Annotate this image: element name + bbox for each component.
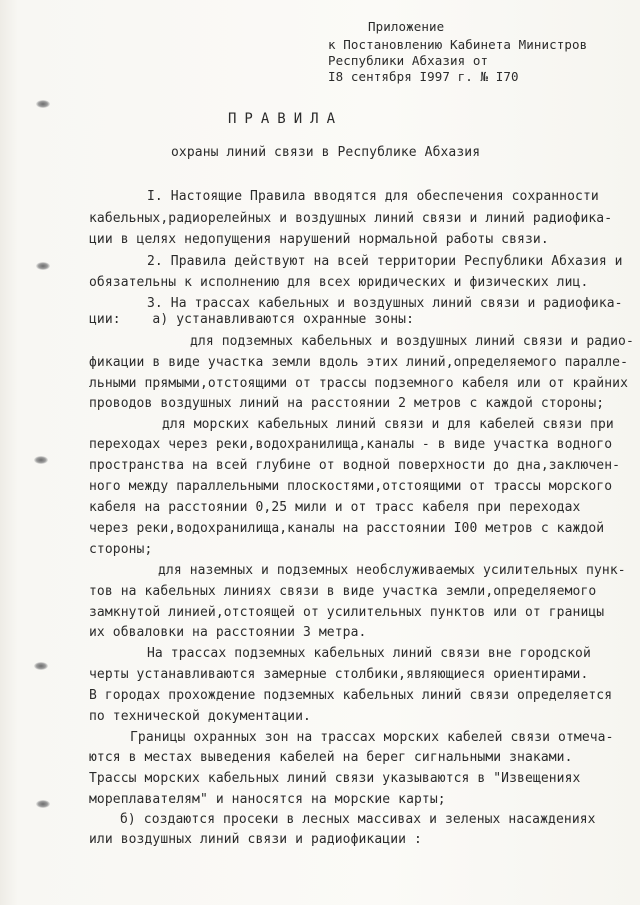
body-line: льными прямыми,отстоящими от трассы подземного кабеля или от крайних — [89, 376, 629, 391]
document-title: ПРАВИЛА — [228, 111, 344, 127]
body-line: по технической документации. — [89, 709, 311, 724]
punch-hole-mark — [36, 262, 50, 270]
body-line: стороны; — [89, 542, 153, 557]
body-line: Границы охранных зон на трассах морских кабелей связи отмеча- — [130, 730, 614, 745]
body-line: кабеля на расстоянии 0,25 мили и от трасс кабеля при переходах — [89, 500, 581, 515]
body-line: б) создаются просеки в лесных массивах и зеленых насаждениях — [120, 812, 596, 827]
body-line: для наземных и подземных необслуживаемых усилительных пунк- — [158, 563, 626, 578]
body-line: тов на кабельных линиях связи в виде участка земли,определяемого — [89, 584, 597, 599]
body-line: через реки,водохранилища,каналы на расстоянии I00 метров с каждой — [89, 521, 605, 536]
body-line: На трассах подземных кабельных линий связи вне городской — [147, 646, 591, 661]
body-line: для подземных кабельных и воздушных линий связи и радио- — [190, 334, 634, 349]
body-line: замкнутой линией,отстоящей от усилительных пунктов или от границы — [89, 605, 605, 620]
appendix-line: Республики Абхазия от — [328, 53, 489, 68]
body-line: черты устанавливаются замерные столбики,являющиеся ориентирами. — [89, 667, 589, 682]
body-line: для морских кабельных линий связи и для кабелей связи при — [162, 417, 614, 432]
body-line: кабельных,радиорелейных и воздушных линий связи и линий радиофика- — [89, 211, 613, 226]
appendix-line: Приложение — [368, 19, 445, 34]
body-line: пространства на всей глубине от водной поверхности до дна,заключен- — [89, 458, 621, 473]
body-line: ции в целях недопущения нарушений нормальной работы связи. — [89, 232, 549, 247]
body-line: или воздушных линий связи и радиофикации : — [89, 832, 422, 847]
body-line: ются в местах выведения кабелей на берег сигнальными знаками. — [89, 750, 573, 765]
appendix-line: I8 сентября I997 г. № I70 — [328, 69, 519, 84]
body-line: ции: а) устанавливаются охранные зоны: — [89, 312, 414, 327]
body-line: мореплавателям" и наносятся на морские карты; — [89, 792, 446, 807]
appendix-line: к Постановлению Кабинета Министров — [328, 37, 588, 52]
body-line: переходах через реки,водохранилища,каналы - в виде участка водного — [89, 437, 613, 452]
body-line: 2. Правила действуют на всей территории Республики Абхазия и — [147, 254, 623, 269]
body-line: ного между параллельными плоскостями,отстоящими от трассы морского — [89, 479, 613, 494]
punch-hole-mark — [36, 800, 50, 808]
body-line: Трассы морских кабельных линий связи указываются в "Извещениях — [89, 771, 581, 786]
body-line: фикации в виде участка земли вдоль этих линий,определяемого паралле- — [89, 355, 629, 370]
body-line: В городах прохождение подземных кабельных линий связи определяется — [89, 688, 613, 703]
punch-hole-mark — [34, 662, 48, 670]
body-line: I. Настоящие Правила вводятся для обеспечения сохранности — [147, 189, 599, 204]
body-line: проводов воздушных линий на расстоянии 2 метров с каждой стороны; — [89, 396, 605, 411]
body-line: 3. На трассах кабельных и воздушных линий связи и радиофика- — [147, 296, 623, 311]
punch-hole-mark — [34, 456, 48, 464]
body-line: их обваловки на расстоянии 3 метра. — [89, 625, 367, 640]
body-line: обязательны к исполнению для всех юридических и физических лиц. — [89, 275, 589, 290]
punch-hole-mark — [36, 100, 50, 108]
document-subtitle: охраны линий связи в Республике Абхазия — [171, 145, 481, 160]
